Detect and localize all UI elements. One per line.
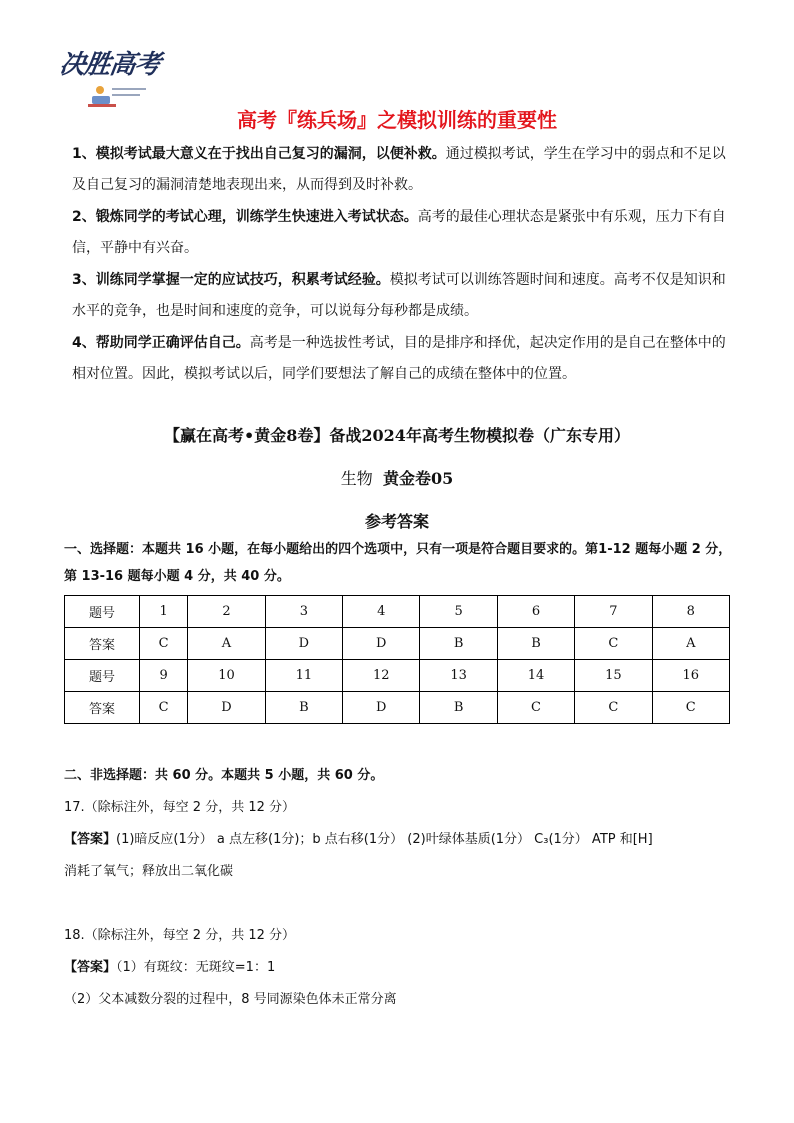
q18-note: 18.（除标注外，每空 2 分，共 12 分） xyxy=(64,928,296,943)
table-cell: 11 xyxy=(265,660,342,692)
table-cell: 5 xyxy=(420,596,497,628)
table-cell: 1 xyxy=(140,596,188,628)
q18-answer-label: 【答案】 xyxy=(64,960,117,975)
q18-answer-line1: （1）有斑纹：无斑纹=1：1 xyxy=(116,960,276,975)
promo-item-1-bold: 1、模拟考试最大意义在于找出自己复习的漏洞，以便补救。 xyxy=(72,146,446,162)
q17-answer-line1: (1)暗反应(1分） a 点左移(1分)；b 点右移(1分） (2)叶绿体基质(1分） C₃(1分） ATP 和[H] xyxy=(116,832,653,847)
q18-answer xyxy=(64,956,732,975)
table-cell: C xyxy=(575,628,652,660)
table-cell: 8 xyxy=(652,596,729,628)
table-cell: C xyxy=(575,692,652,724)
table-cell: D xyxy=(188,692,265,724)
section-2-heading: 二、非选择题：共 60 分。本题共 5 小题，共 60 分。 xyxy=(64,768,384,783)
table-cell: D xyxy=(343,692,420,724)
q17-answer xyxy=(64,828,732,847)
answer-table xyxy=(64,595,730,724)
table-cell: 6 xyxy=(497,596,574,628)
table-cell: C xyxy=(140,628,188,660)
promo-item-4-bold: 4、帮助同学正确评估自己。 xyxy=(72,335,250,351)
exam-subtitle xyxy=(0,466,794,489)
table-cell: C xyxy=(497,692,574,724)
table-cell: 12 xyxy=(343,660,420,692)
table-cell: A xyxy=(652,628,729,660)
promo-item-2-bold: 2、锻炼同学的考试心理，训练学生快速进入考试状态。 xyxy=(72,209,418,225)
table-row-label: 题号 xyxy=(65,660,140,692)
promo-item-1-text: 通过模拟考试，学生在学习中的弱点和不足以及自己复习的漏洞清楚地表现出来，从而得到及时补救。 xyxy=(72,146,726,193)
table-row-label: 题号 xyxy=(65,596,140,628)
table-cell: 7 xyxy=(575,596,652,628)
logo-text: 决胜高考 xyxy=(57,50,162,80)
exam-volume: 黄金卷05 xyxy=(382,469,454,488)
table-row xyxy=(65,660,730,692)
exam-subject: 生物 xyxy=(340,469,373,488)
table-cell: 15 xyxy=(575,660,652,692)
table-cell: B xyxy=(420,628,497,660)
table-cell: 14 xyxy=(497,660,574,692)
table-cell: B xyxy=(420,692,497,724)
promo-title: 高考『练兵场』之模拟训练的重要性 xyxy=(237,108,557,132)
table-cell: 2 xyxy=(188,596,265,628)
answer-heading: 参考答案 xyxy=(364,512,429,531)
table-cell: C xyxy=(140,692,188,724)
table-cell: D xyxy=(265,628,342,660)
table-row-label: 答案 xyxy=(65,628,140,660)
table-cell: D xyxy=(343,628,420,660)
promo-item-3-text: 模拟考试可以训练答题时间和速度。高考不仅是知识和水平的竞争，也是时间和速度的竞争，可以说每分每秒都是成绩。 xyxy=(72,272,726,319)
promo-item-4 xyxy=(72,328,726,390)
table-cell: 3 xyxy=(265,596,342,628)
table-row xyxy=(65,628,730,660)
table-cell: A xyxy=(188,628,265,660)
table-cell: 9 xyxy=(140,660,188,692)
table-cell: B xyxy=(265,692,342,724)
q17-note: 17.（除标注外，每空 2 分，共 12 分） xyxy=(64,800,296,815)
promo-item-2-text: 高考的最佳心理状态是紧张中有乐观，压力下有自信，平静中有兴奋。 xyxy=(72,209,726,256)
q18-answer-cont: （2）父本减数分裂的过程中，8 号同源染色体未正常分离 xyxy=(64,992,397,1007)
promo-item-2 xyxy=(72,202,726,264)
q17-answer-label: 【答案】 xyxy=(64,832,117,847)
promo-item-3-bold: 3、训练同学掌握一定的应试技巧，积累考试经验。 xyxy=(72,272,390,288)
promo-item-3 xyxy=(72,265,726,327)
table-cell: 10 xyxy=(188,660,265,692)
promo-item-1 xyxy=(72,139,726,201)
table-row xyxy=(65,596,730,628)
table-cell: 13 xyxy=(420,660,497,692)
table-cell: B xyxy=(497,628,574,660)
table-row-label: 答案 xyxy=(65,692,140,724)
table-cell: C xyxy=(652,692,729,724)
table-cell: 16 xyxy=(652,660,729,692)
promo-item-4-text: 高考是一种选拔性考试，目的是排序和择优，起决定作用的是自己在整体中的相对位置。因此，模拟考试以后，同学们要想法了解自己的成绩在整体中的位置。 xyxy=(72,335,726,382)
q17-answer-cont: 消耗了氧气；释放出二氧化碳 xyxy=(64,864,234,879)
table-row xyxy=(65,692,730,724)
table-cell: 4 xyxy=(343,596,420,628)
exam-title: 【赢在高考•黄金8卷】备战2024年高考生物模拟卷（广东专用） xyxy=(164,426,630,445)
section-1-instructions: 一、选择题：本题共 16 小题，在每小题给出的四个选项中，只有一项是符合题目要求的。第1-12 题每小题 2 分，第 13-16 题每小题 4 分，共 40 分。 xyxy=(64,542,732,584)
